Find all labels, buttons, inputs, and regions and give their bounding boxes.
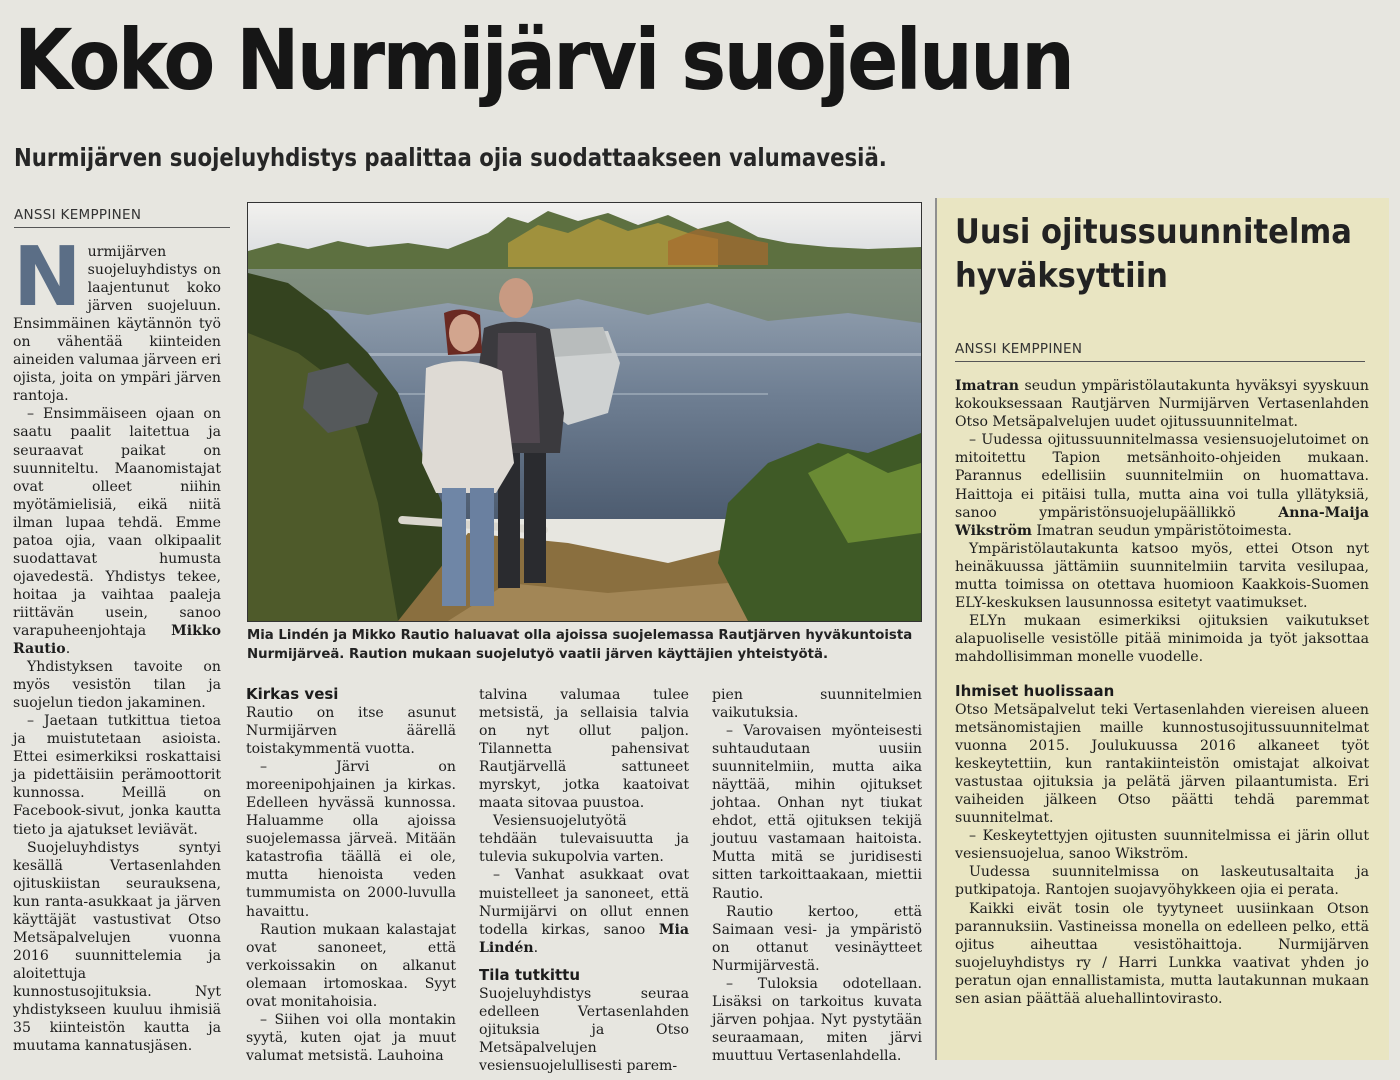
section-heading-tila-tutkittu: Tila tutkittu: [479, 965, 581, 984]
person-name: Anna-Maija Wikström: [955, 504, 1369, 539]
photo-caption: Mia Lindén ja Mikko Rautio haluavat olla ajoissa suojelemassa Rautjärven hyväkuntoista Nurmijärveä. Raution mukaan suojelutyö vaatii järven käyttäjien yhteistyötä.: [247, 628, 913, 662]
article-column-4: [712, 686, 922, 1065]
article-lead: urmijärven suojeluyhdistys on laajentunut koko järven suojeluun. Ensimmäinen käytännön työ on vähentää kiinteiden aineiden valumaa järveen eri ojista, joita on ympäri järven rantoja.: [13, 244, 221, 405]
byline: ANSSI KEMPPINEN: [14, 207, 230, 228]
article-paragraph: Rautio on itse asunut Nurmijärven äärellä toistakymmentä vuotta.: [246, 705, 456, 758]
article-paragraph: Raution mukaan kalastajat ovat sanoneet, että verkoissakin on alkanut olemaan irtomoskaa. Syyt ovat monitahoisia.: [246, 921, 456, 1010]
article-paragraph: Yhdistyksen tavoite on myös vesistön tilan ja suojelun tiedon jakaminen.: [13, 659, 221, 712]
article-paragraph: pien suunnitelmien vaikutuksia.: [712, 687, 922, 722]
sidebar-paragraph: – Keskeytettyjen ojitusten suunnitelmissa ei järin ollut vesiensuojelua, sanoo Wikström.: [955, 828, 1369, 863]
article-paragraph: – Siihen voi olla montakin syytä, kuten ojat ja muut valumat metsistä. Lauhoina: [246, 1011, 456, 1064]
sidebar-paragraph: Kaikki eivät tosin ole tyytyneet uusiinkaan Otson parannuksiin. Vastineissa monella on edelleen pelko, että ojitus aiheuttaa vesistöhaittoja. Nurmijärven suojeluyhdistys ry / Harri Lunkka vaativat yhden jo peratun ojan ennallistamista, mutta lautakunnan mukaan sen asian päättää aluehallintovirasto.: [955, 900, 1369, 1007]
lake-photo: [247, 202, 922, 622]
article-paragraph: – Varovaisen myönteisesti suhtaudutaan uusiin suunnitelmiin, mutta aika näyttää, mihin ojitukset johtaa. Onhan nyt tiukat ehdot, että ojituksen tekijä joutuu vastamaan haitoista. Mutta mitä se juridisesti sitten tarkoittaakaan, miettii Rautio.: [712, 723, 922, 902]
sidebar-lead: Imatran seudun ympäristölautakunta hyväksyi syyskuun kokouksessaan Rautjärven Nurmijärven Vertasenlahden Otso Metsäpalvelujen uudet ojitussuunnitelmat.: [955, 378, 1370, 431]
sidebar-article: [955, 377, 1369, 1008]
subheadline: Nurmijärven suojeluyhdistys paalittaa ojia suodattaakseen valumavesiä.: [14, 143, 887, 172]
article-column-3: [479, 686, 689, 1075]
article-paragraph: – Tuloksia odotellaan. Lisäksi on tarkoitus kuvata järven pohjaa. Nyt pystytään seuraamaan, miten järvi muuttuu Vertasenlahdella.: [712, 975, 922, 1064]
article-paragraph: Rautio kertoo, että Saimaan vesi- ja ympäristö on ottanut vesinäytteet Nurmijärvestä.: [712, 903, 922, 974]
sidebar-byline: ANSSI KEMPPINEN: [955, 341, 1365, 362]
sidebar-paragraph: Otso Metsäpalvelut teki Vertasenlahden viereisen alueen metsänomistajien maille kunnostusojitussuunnitelmat vuonna 2015. Joulukuussa 2016 alkaneet työt keskeytettiin, kun rantakiinteistön omistajat alkoivat vastustaa ojituksia ja pelätä järven pilaantumista. Eri vaiheiden jälkeen Otso päätti tehdä paremmat suunnitelmat.: [955, 701, 1369, 827]
article-paragraph: Suojeluyhdistys syntyi kesällä Vertasenlahden ojituskiistan seurauksena, kun ranta-asukkaat ja järven käyttäjät vastustivat Otso Metsäpalvelujen vuonna 2016 suunnittelemia ja aloitettuja kunnostusojituksia. Nyt yhdistykseen kuuluu ihmisiä 35 kiinteistön kautta ja muutama kannatusjäsen.: [13, 839, 221, 1055]
sidebar-paragraph: – Uudessa ojitussuunnitelmassa vesiensuojelutoimet on mitoitettu Tapion metsänhoito-ohjeiden mukaan. Parannus edellisiin suunnitelmiin on huomattava. Haittoja ei pitäisi tulla, mutta aina voi tulla yllätyksiä, sanoo ympäristönsuojelupäällikkö Anna-Maija Wikström Imatran seudun ympäristötoimesta.: [955, 432, 1369, 539]
article-paragraph: – Ensimmäiseen ojaan on saatu paalit laitettua ja seuraavat paikat on suunniteltu. Maanomistajat ovat olleet niihin myötämielisiä, eikä niitä ilman lupaa tehdä. Emme patoa ojia, vaan olkipaalit suodattavat humusta ojavedestä. Yhdistys tekee, hoitaa ja vaihtaa paaleja riittävän usein, sanoo varapuheenjohtaja Mikko Rautio.: [13, 406, 221, 658]
lake-photo-illustration: [248, 203, 921, 621]
article-paragraph: – Vanhat asukkaat ovat muistelleet ja sanoneet, että Nurmijärvi on ollut ennen todella kirkas, sanoo Mia Lindén.: [479, 867, 690, 956]
article-paragraph: – Järvi on moreenipohjainen ja kirkas. Edelleen hyvässä kunnossa. Haluamme olla ajoissa suojelemassa järveä. Mitään katastrofia täällä ei ole, mutta hienoista veden tummumista on 2000-luvulla havaittu.: [246, 759, 456, 920]
section-heading-kirkas-vesi: Kirkas vesi: [246, 685, 339, 703]
headline: Koko Nurmijärvi suojeluun: [14, 11, 1073, 109]
article-paragraph: talvina valumaa tulee metsistä, ja sellaisia talvia on nyt ollut paljon. Tilannetta pahensivat Rautjärvellä sattuneet myrskyt, jotka kaatoivat maata sitovaa puustoa.: [479, 687, 689, 812]
article-column-1: [13, 230, 221, 1055]
article-column-2: [246, 684, 456, 1065]
sidebar-paragraph: Uudessa suunnitelmissa on laskeutusaltaita ja putkipatoja. Rantojen suojavyöhykkeen ojia ei perata.: [955, 864, 1369, 899]
lead-bold-word: Imatran: [955, 378, 1019, 394]
sidebar-paragraph: ELYn mukaan esimerkiksi ojituksien vaikutukset alapuoliselle vesistölle pitää minimoida ja työt jaksottaa mahdollisimman monelle vuodelle.: [955, 613, 1369, 666]
sidebar-title: Uusi ojitussuunnitelma hyväksyttiin: [955, 212, 1352, 296]
sidebar-paragraph: Ympäristölautakunta katsoo myös, ettei Otson nyt heinäkuussa jättämiin suunnitelmiin tarvita vesilupaa, mutta toimissa on otettava huomioon Kaakkois-Suomen ELY-keskuksen lausunnossa esitetyt vaatimukset.: [955, 540, 1369, 612]
sidebar-heading-ihmiset-huolissaan: Ihmiset huolissaan: [955, 681, 1115, 700]
person-name: Mikko Rautio: [13, 622, 221, 658]
drop-cap: N: [13, 230, 82, 325]
person-name: Mia Lindén: [479, 921, 690, 956]
article-paragraph: Vesiensuojelutyötä tehdään tulevaisuutta ja tulevia sukupolvia varten.: [479, 813, 689, 866]
article-paragraph: Suojeluyhdistys seuraa edelleen Vertasenlahden ojituksia ja Otso Metsäpalvelujen vesiensuojelullisesti parem-: [479, 985, 689, 1074]
article-paragraph: – Jaetaan tutkittua tietoa ja muistutetaan asioista. Ettei esimerkiksi roskattaisi ja pidettäisiin perämoottorit kunnossa. Meillä on Facebook-sivut, jonka kautta tieto ja ajatukset leviävät.: [13, 713, 221, 838]
